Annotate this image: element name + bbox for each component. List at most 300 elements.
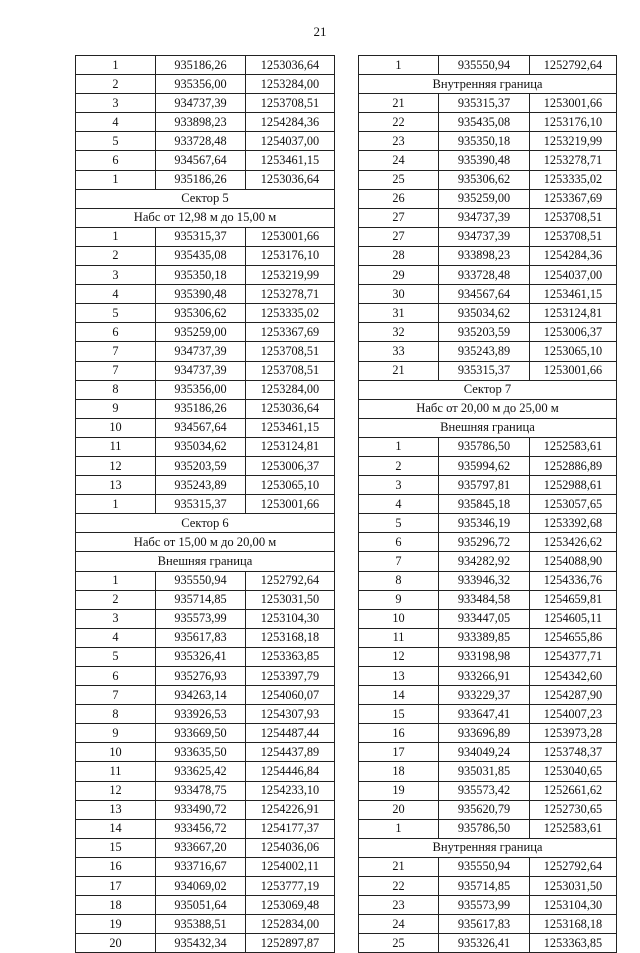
y-coordinate-cell: 1252730,65: [530, 800, 617, 819]
point-number-cell: 9: [76, 399, 156, 418]
y-coordinate-cell: 1254655,86: [530, 628, 617, 647]
y-coordinate-cell: 1253367,69: [530, 189, 617, 208]
x-coordinate-cell: 933266,91: [439, 667, 530, 686]
x-coordinate-cell: 934737,39: [156, 94, 246, 113]
y-coordinate-cell: 1254605,11: [530, 609, 617, 628]
point-number-cell: 1: [359, 56, 439, 75]
point-number-cell: 7: [359, 552, 439, 571]
point-number-cell: 11: [359, 628, 439, 647]
table-row: [359, 304, 617, 323]
y-coordinate-cell: 1253031,50: [530, 877, 617, 896]
x-coordinate-cell: 935315,37: [439, 94, 530, 113]
table-row: [76, 418, 335, 437]
point-number-cell: 4: [76, 285, 156, 304]
y-coordinate-cell: 1253278,71: [246, 285, 335, 304]
x-coordinate-cell: 935315,37: [156, 495, 246, 514]
table-row: [76, 399, 335, 418]
x-coordinate-cell: 934737,39: [156, 342, 246, 361]
section-title: Сектор 5: [76, 189, 335, 208]
point-number-cell: 24: [359, 915, 439, 934]
y-coordinate-cell: 1254002,11: [246, 857, 335, 876]
table-row: [359, 56, 617, 75]
table-row: [359, 437, 617, 456]
table-row: [359, 857, 617, 876]
point-number-cell: 25: [359, 170, 439, 189]
table-row: [359, 208, 617, 227]
y-coordinate-cell: 1253036,64: [246, 170, 335, 189]
y-coordinate-cell: 1252583,61: [530, 819, 617, 838]
table-row: [76, 323, 335, 342]
coordinates-table-right: [358, 55, 617, 953]
x-coordinate-cell: 935435,08: [156, 246, 246, 265]
x-coordinate-cell: 934737,39: [156, 361, 246, 380]
table-row: [76, 437, 335, 456]
table-row: [359, 495, 617, 514]
x-coordinate-cell: 935346,19: [439, 514, 530, 533]
x-coordinate-cell: 935573,99: [156, 609, 246, 628]
point-number-cell: 3: [359, 476, 439, 495]
table-row: [359, 934, 617, 953]
y-coordinate-cell: 1252792,64: [530, 56, 617, 75]
table-row: [359, 476, 617, 495]
point-number-cell: 10: [76, 418, 156, 437]
section-title-row: [359, 380, 617, 399]
table-row: [359, 915, 617, 934]
point-number-cell: 30: [359, 285, 439, 304]
table-row: [76, 667, 335, 686]
point-number-cell: 27: [359, 208, 439, 227]
y-coordinate-cell: 1252834,00: [246, 915, 335, 934]
x-coordinate-cell: 935432,34: [156, 934, 246, 953]
y-coordinate-cell: 1253040,65: [530, 762, 617, 781]
y-coordinate-cell: 1253708,51: [246, 361, 335, 380]
table-row: [359, 533, 617, 552]
x-coordinate-cell: 933647,41: [439, 705, 530, 724]
point-number-cell: 11: [76, 762, 156, 781]
table-row: [359, 94, 617, 113]
point-number-cell: 8: [359, 571, 439, 590]
table-row: [76, 857, 335, 876]
x-coordinate-cell: 935259,00: [156, 323, 246, 342]
table-row: [76, 915, 335, 934]
y-coordinate-cell: 1253335,02: [246, 304, 335, 323]
x-coordinate-cell: 935306,62: [439, 170, 530, 189]
y-coordinate-cell: 1253392,68: [530, 514, 617, 533]
y-coordinate-cell: 1253708,51: [530, 208, 617, 227]
y-coordinate-cell: 1253124,81: [530, 304, 617, 323]
table-row: [76, 304, 335, 323]
table-row: [359, 456, 617, 475]
y-coordinate-cell: 1254007,23: [530, 705, 617, 724]
table-row: [359, 628, 617, 647]
table-row: [76, 896, 335, 915]
point-number-cell: 31: [359, 304, 439, 323]
point-number-cell: 8: [76, 380, 156, 399]
x-coordinate-cell: 934567,64: [439, 285, 530, 304]
point-number-cell: 21: [359, 94, 439, 113]
y-coordinate-cell: 1253176,10: [530, 113, 617, 132]
x-coordinate-cell: 934737,39: [439, 208, 530, 227]
table-row: [359, 571, 617, 590]
point-number-cell: 28: [359, 246, 439, 265]
x-coordinate-cell: 935203,59: [156, 456, 246, 475]
point-number-cell: 26: [359, 189, 439, 208]
x-coordinate-cell: 933946,32: [439, 571, 530, 590]
x-coordinate-cell: 935620,79: [439, 800, 530, 819]
x-coordinate-cell: 933667,20: [156, 838, 246, 857]
x-coordinate-cell: 933696,89: [439, 724, 530, 743]
x-coordinate-cell: 933490,72: [156, 800, 246, 819]
section-title-row: [359, 418, 617, 437]
point-number-cell: 17: [359, 743, 439, 762]
point-number-cell: 2: [76, 590, 156, 609]
table-row: [76, 227, 335, 246]
section-title: Набс от 15,00 м до 20,00 м: [76, 533, 335, 552]
x-coordinate-cell: 935306,62: [156, 304, 246, 323]
x-coordinate-cell: 935786,50: [439, 437, 530, 456]
table-body-right: [359, 56, 617, 953]
point-number-cell: 9: [359, 590, 439, 609]
section-title: Сектор 7: [359, 380, 617, 399]
x-coordinate-cell: 933625,42: [156, 762, 246, 781]
point-number-cell: 6: [359, 533, 439, 552]
section-title: Набс от 12,98 м до 15,00 м: [76, 208, 335, 227]
y-coordinate-cell: 1254487,44: [246, 724, 335, 743]
y-coordinate-cell: 1253001,66: [246, 495, 335, 514]
y-coordinate-cell: 1254377,71: [530, 647, 617, 666]
point-number-cell: 14: [76, 819, 156, 838]
point-number-cell: 5: [359, 514, 439, 533]
table-row: [359, 285, 617, 304]
section-title-row: [76, 552, 335, 571]
point-number-cell: 1: [76, 227, 156, 246]
x-coordinate-cell: 933478,75: [156, 781, 246, 800]
point-number-cell: 15: [76, 838, 156, 857]
table-row: [76, 113, 335, 132]
y-coordinate-cell: 1254336,76: [530, 571, 617, 590]
table-row: [359, 743, 617, 762]
table-row: [76, 151, 335, 170]
x-coordinate-cell: 935573,99: [439, 896, 530, 915]
x-coordinate-cell: 935435,08: [439, 113, 530, 132]
y-coordinate-cell: 1253777,19: [246, 877, 335, 896]
point-number-cell: 15: [359, 705, 439, 724]
x-coordinate-cell: 935845,18: [439, 495, 530, 514]
y-coordinate-cell: 1254659,81: [530, 590, 617, 609]
section-title: Внутренняя граница: [359, 838, 617, 857]
x-coordinate-cell: 935797,81: [439, 476, 530, 495]
point-number-cell: 14: [359, 686, 439, 705]
point-number-cell: 1: [359, 437, 439, 456]
x-coordinate-cell: 933198,98: [439, 647, 530, 666]
x-coordinate-cell: 934049,24: [439, 743, 530, 762]
point-number-cell: 10: [76, 743, 156, 762]
y-coordinate-cell: 1254177,37: [246, 819, 335, 838]
table-row: [76, 342, 335, 361]
table-row: [359, 132, 617, 151]
section-title: Внешняя граница: [76, 552, 335, 571]
y-coordinate-cell: 1253426,62: [530, 533, 617, 552]
table-row: [359, 800, 617, 819]
y-coordinate-cell: 1254037,00: [530, 266, 617, 285]
point-number-cell: 3: [76, 609, 156, 628]
section-title: Сектор 6: [76, 514, 335, 533]
table-row: [359, 762, 617, 781]
table-row: [76, 590, 335, 609]
point-number-cell: 12: [359, 647, 439, 666]
table-row: [76, 246, 335, 265]
table-row: [359, 819, 617, 838]
point-number-cell: 1: [76, 571, 156, 590]
y-coordinate-cell: 1252661,62: [530, 781, 617, 800]
section-title-row: [76, 208, 335, 227]
y-coordinate-cell: 1254437,89: [246, 743, 335, 762]
x-coordinate-cell: 933926,53: [156, 705, 246, 724]
point-number-cell: 2: [359, 456, 439, 475]
y-coordinate-cell: 1253069,48: [246, 896, 335, 915]
x-coordinate-cell: 933484,58: [439, 590, 530, 609]
x-coordinate-cell: 934737,39: [439, 227, 530, 246]
x-coordinate-cell: 935714,85: [439, 877, 530, 896]
x-coordinate-cell: 935550,94: [439, 857, 530, 876]
x-coordinate-cell: 935350,18: [156, 266, 246, 285]
table-row: [76, 94, 335, 113]
point-number-cell: 5: [76, 304, 156, 323]
x-coordinate-cell: 935326,41: [439, 934, 530, 953]
x-coordinate-cell: 935550,94: [439, 56, 530, 75]
table-row: [359, 896, 617, 915]
point-number-cell: 32: [359, 323, 439, 342]
x-coordinate-cell: 935388,51: [156, 915, 246, 934]
x-coordinate-cell: 933898,23: [439, 246, 530, 265]
x-coordinate-cell: 934282,92: [439, 552, 530, 571]
y-coordinate-cell: 1253397,79: [246, 667, 335, 686]
x-coordinate-cell: 935031,85: [439, 762, 530, 781]
table-row: [76, 266, 335, 285]
y-coordinate-cell: 1253176,10: [246, 246, 335, 265]
y-coordinate-cell: 1253284,00: [246, 380, 335, 399]
table-row: [359, 647, 617, 666]
point-number-cell: 29: [359, 266, 439, 285]
table-row: [76, 762, 335, 781]
table-row: [359, 113, 617, 132]
table-row: [76, 686, 335, 705]
point-number-cell: 13: [359, 667, 439, 686]
y-coordinate-cell: 1252897,87: [246, 934, 335, 953]
point-number-cell: 6: [76, 667, 156, 686]
point-number-cell: 3: [76, 266, 156, 285]
point-number-cell: 33: [359, 342, 439, 361]
point-number-cell: 4: [76, 628, 156, 647]
x-coordinate-cell: 935034,62: [439, 304, 530, 323]
point-number-cell: 13: [76, 800, 156, 819]
y-coordinate-cell: 1254342,60: [530, 667, 617, 686]
y-coordinate-cell: 1253104,30: [530, 896, 617, 915]
table-row: [359, 514, 617, 533]
table-row: [359, 246, 617, 265]
point-number-cell: 1: [76, 495, 156, 514]
y-coordinate-cell: 1253124,81: [246, 437, 335, 456]
y-coordinate-cell: 1254037,00: [246, 132, 335, 151]
point-number-cell: 8: [76, 705, 156, 724]
table-row: [76, 628, 335, 647]
y-coordinate-cell: 1253461,15: [246, 418, 335, 437]
x-coordinate-cell: 935350,18: [439, 132, 530, 151]
x-coordinate-cell: 934263,14: [156, 686, 246, 705]
y-coordinate-cell: 1253006,37: [246, 456, 335, 475]
y-coordinate-cell: 1253065,10: [246, 476, 335, 495]
x-coordinate-cell: 935617,83: [156, 628, 246, 647]
y-coordinate-cell: 1252886,89: [530, 456, 617, 475]
x-coordinate-cell: 935786,50: [439, 819, 530, 838]
section-title: Внешняя граница: [359, 418, 617, 437]
table-row: [359, 342, 617, 361]
point-number-cell: 5: [76, 647, 156, 666]
x-coordinate-cell: 933447,05: [439, 609, 530, 628]
x-coordinate-cell: 935051,64: [156, 896, 246, 915]
y-coordinate-cell: 1253036,64: [246, 56, 335, 75]
point-number-cell: 7: [76, 342, 156, 361]
x-coordinate-cell: 935186,26: [156, 56, 246, 75]
x-coordinate-cell: 935203,59: [439, 323, 530, 342]
y-coordinate-cell: 1254287,90: [530, 686, 617, 705]
point-number-cell: 21: [359, 361, 439, 380]
y-coordinate-cell: 1253748,37: [530, 743, 617, 762]
table-row: [76, 705, 335, 724]
table-body-left: [76, 56, 335, 953]
table-row: [359, 705, 617, 724]
page-number: 21: [313, 24, 327, 39]
table-row: [359, 170, 617, 189]
y-coordinate-cell: 1253031,50: [246, 590, 335, 609]
table-row: [359, 877, 617, 896]
table-row: [76, 877, 335, 896]
point-number-cell: 10: [359, 609, 439, 628]
x-coordinate-cell: 933456,72: [156, 819, 246, 838]
coordinates-table-left: [75, 55, 335, 953]
x-coordinate-cell: 934567,64: [156, 151, 246, 170]
y-coordinate-cell: 1253278,71: [530, 151, 617, 170]
x-coordinate-cell: 935573,42: [439, 781, 530, 800]
y-coordinate-cell: 1253708,51: [246, 342, 335, 361]
table-row: [76, 170, 335, 189]
y-coordinate-cell: 1253367,69: [246, 323, 335, 342]
y-coordinate-cell: 1253168,18: [530, 915, 617, 934]
table-row: [76, 724, 335, 743]
x-coordinate-cell: 935186,26: [156, 170, 246, 189]
point-number-cell: 2: [76, 246, 156, 265]
y-coordinate-cell: 1254088,90: [530, 552, 617, 571]
section-title-row: [76, 514, 335, 533]
point-number-cell: 27: [359, 227, 439, 246]
table-row: [76, 609, 335, 628]
point-number-cell: 19: [359, 781, 439, 800]
y-coordinate-cell: 1254284,36: [530, 246, 617, 265]
y-coordinate-cell: 1252792,64: [246, 571, 335, 590]
table-row: [76, 647, 335, 666]
point-number-cell: 18: [76, 896, 156, 915]
section-title-row: [359, 399, 617, 418]
point-number-cell: 6: [76, 151, 156, 170]
point-number-cell: 22: [359, 877, 439, 896]
table-row: [359, 724, 617, 743]
point-number-cell: 18: [359, 762, 439, 781]
y-coordinate-cell: 1253001,66: [530, 94, 617, 113]
point-number-cell: 7: [76, 686, 156, 705]
y-coordinate-cell: 1254226,91: [246, 800, 335, 819]
y-coordinate-cell: 1253335,02: [530, 170, 617, 189]
y-coordinate-cell: 1253001,66: [246, 227, 335, 246]
x-coordinate-cell: 933898,23: [156, 113, 246, 132]
x-coordinate-cell: 933389,85: [439, 628, 530, 647]
section-title: Набс от 20,00 м до 25,00 м: [359, 399, 617, 418]
x-coordinate-cell: 933728,48: [439, 266, 530, 285]
section-title-row: [76, 189, 335, 208]
table-row: [76, 75, 335, 94]
section-title: Внутренняя граница: [359, 75, 617, 94]
point-number-cell: 20: [359, 800, 439, 819]
x-coordinate-cell: 934567,64: [156, 418, 246, 437]
table-row: [76, 361, 335, 380]
x-coordinate-cell: 935617,83: [439, 915, 530, 934]
y-coordinate-cell: 1252583,61: [530, 437, 617, 456]
point-number-cell: 3: [76, 94, 156, 113]
point-number-cell: 12: [76, 456, 156, 475]
table-row: [76, 495, 335, 514]
y-coordinate-cell: 1254307,93: [246, 705, 335, 724]
point-number-cell: 2: [76, 75, 156, 94]
point-number-cell: 16: [76, 857, 156, 876]
point-number-cell: 4: [359, 495, 439, 514]
table-row: [359, 609, 617, 628]
table-row: [76, 934, 335, 953]
x-coordinate-cell: 935296,72: [439, 533, 530, 552]
y-coordinate-cell: 1254233,10: [246, 781, 335, 800]
point-number-cell: 25: [359, 934, 439, 953]
table-row: [76, 800, 335, 819]
y-coordinate-cell: 1253973,28: [530, 724, 617, 743]
y-coordinate-cell: 1254036,06: [246, 838, 335, 857]
y-coordinate-cell: 1253219,99: [530, 132, 617, 151]
point-number-cell: 19: [76, 915, 156, 934]
y-coordinate-cell: 1252988,61: [530, 476, 617, 495]
x-coordinate-cell: 935356,00: [156, 380, 246, 399]
y-coordinate-cell: 1253168,18: [246, 628, 335, 647]
y-coordinate-cell: 1253006,37: [530, 323, 617, 342]
x-coordinate-cell: 935326,41: [156, 647, 246, 666]
table-row: [359, 266, 617, 285]
point-number-cell: 22: [359, 113, 439, 132]
x-coordinate-cell: 935390,48: [156, 285, 246, 304]
table-row: [359, 323, 617, 342]
point-number-cell: 9: [76, 724, 156, 743]
table-row: [76, 132, 335, 151]
point-number-cell: 23: [359, 132, 439, 151]
y-coordinate-cell: 1253363,85: [246, 647, 335, 666]
table-row: [76, 56, 335, 75]
x-coordinate-cell: 933728,48: [156, 132, 246, 151]
table-row: [359, 227, 617, 246]
x-coordinate-cell: 935315,37: [439, 361, 530, 380]
table-row: [359, 151, 617, 170]
x-coordinate-cell: 935034,62: [156, 437, 246, 456]
y-coordinate-cell: 1253708,51: [530, 227, 617, 246]
y-coordinate-cell: 1253219,99: [246, 266, 335, 285]
section-title-row: [359, 75, 617, 94]
x-coordinate-cell: 935243,89: [156, 476, 246, 495]
table-row: [76, 380, 335, 399]
y-coordinate-cell: 1253461,15: [530, 285, 617, 304]
